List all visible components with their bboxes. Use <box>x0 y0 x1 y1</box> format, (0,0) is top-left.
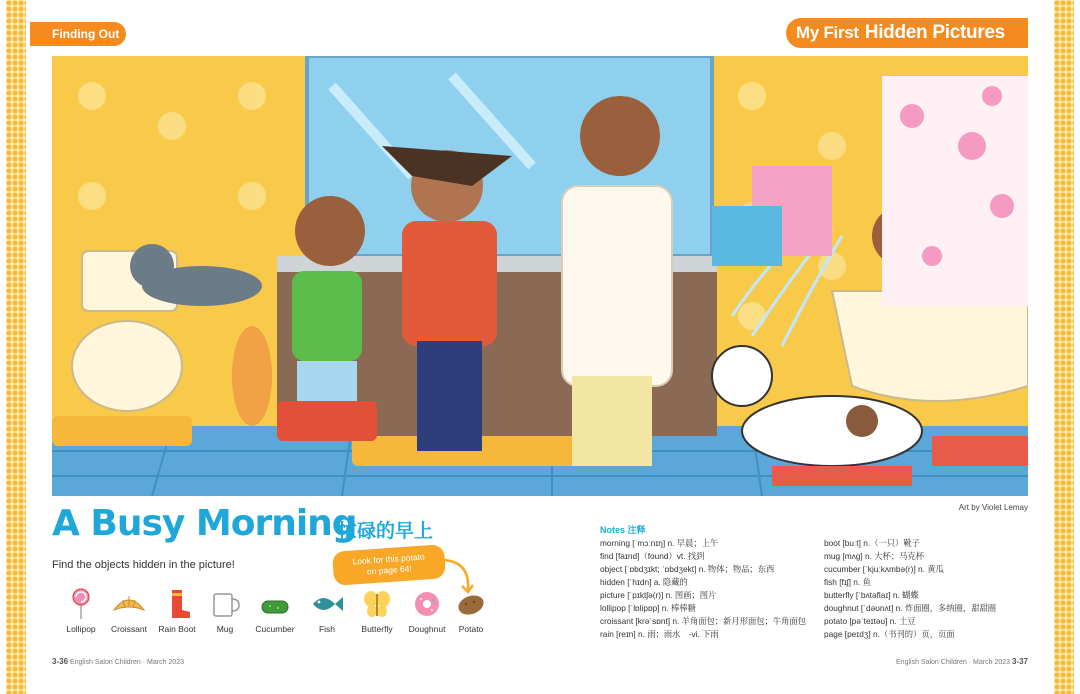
mug-icon <box>210 588 240 620</box>
footer-left-text: English Salon Children · March 2023 <box>69 659 184 666</box>
doughnut-icon <box>411 588 443 620</box>
note-entry: mug [mʌɡ] n. 大杯；马克杯 <box>824 551 925 561</box>
series-name: Hidden Pictures <box>864 22 1005 43</box>
right-dotted-border <box>1054 0 1074 694</box>
footer-right-text: English Salon Children · March 2023 <box>896 659 1011 666</box>
note-entry: butterfly [ˈbʌtəflaɪ] n. 蝴蝶 <box>824 590 919 600</box>
object-cucumber <box>246 588 304 634</box>
note-entry: morning [ˈmɔːnɪŋ] n. 早晨；上午 <box>600 538 719 548</box>
fish-icon <box>309 588 345 620</box>
note-entry: lollipop [ˈlɒlipɒp] n. 棒棒糖 <box>600 603 696 613</box>
object-label: Lollipop <box>66 624 96 634</box>
object-label: Mug <box>216 624 234 634</box>
instruction-text: Find the objects hidden in the picture! <box>52 559 235 571</box>
cucumber-icon <box>258 588 292 620</box>
notes-heading: Notes 注释 <box>600 525 646 535</box>
hidden-objects-list <box>52 588 482 642</box>
footer-right <box>896 657 1028 666</box>
series-prefix: My First <box>796 23 859 42</box>
object-label: Rain Boot <box>158 624 196 634</box>
note-entry: object [ˈɒbdʒɪkt; ˈɒbdʒekt] n. 物体；物品；东西 <box>600 564 775 574</box>
note-entry: doughnut [ˈdəʊnʌt] n. 炸面圈，多纳圈，甜甜圈 <box>824 603 997 613</box>
notes-column-1 <box>600 524 806 641</box>
note-entry: rain [reɪn] n. 雨；雨水 -vi. 下雨 <box>600 629 719 639</box>
left-dotted-border <box>6 0 26 694</box>
footer-left <box>52 657 184 666</box>
object-potato <box>442 588 500 634</box>
potato-note-line2: on page 64! <box>366 563 413 577</box>
note-entry: picture [ˈpɪktʃə(r)] n. 图画；图片 <box>600 590 717 600</box>
section-tag: Finding Out <box>30 22 126 46</box>
object-label: Cucumber <box>255 624 295 634</box>
lollipop-icon <box>66 588 96 620</box>
note-entry: boot [buːt] n.（一只）靴子 <box>824 538 920 548</box>
note-entry: hidden [ˈhɪdn] a. 隐藏的 <box>600 577 688 587</box>
page-title: A Busy Morning <box>52 503 357 544</box>
page-title-chinese: 忙碌的早上 <box>338 521 434 542</box>
object-label: Doughnut <box>408 624 446 634</box>
note-entry: potato [pəˈteɪtəʊ] n. 土豆 <box>824 616 916 626</box>
note-entry: fish [fɪʃ] n. 鱼 <box>824 577 871 587</box>
note-entry: find [faɪnd]（found）vt. 找到 <box>600 551 705 561</box>
note-entry: cucumber [ˈkjuːkʌmbə(r)] n. 黄瓜 <box>824 564 944 574</box>
art-credit: Art by Violet Lemay <box>958 503 1028 512</box>
object-label: Butterfly <box>361 624 393 634</box>
rain-boot-icon <box>162 588 192 620</box>
note-entry: croissant [krəˈsɒnt] n. 羊角面包；新月形面包；牛角面包 <box>600 616 807 626</box>
page-number-left: 3-36 <box>52 657 69 666</box>
object-label: Croissant <box>111 624 147 634</box>
notes-column-2 <box>824 537 996 641</box>
bathroom-illustration <box>52 56 1028 496</box>
object-label: Potato <box>458 624 484 634</box>
object-label: Fish <box>318 624 336 634</box>
potato-note-line1: Look for this potato <box>352 551 425 567</box>
page-number-right: 3-37 <box>1011 657 1028 666</box>
potato-icon <box>455 588 487 620</box>
series-tag <box>786 18 1028 48</box>
note-entry: page [peɪdʒ] n.（书刊的）页，页面 <box>824 629 955 639</box>
butterfly-icon <box>361 588 393 620</box>
potato-note <box>332 544 446 586</box>
croissant-icon <box>111 588 147 620</box>
